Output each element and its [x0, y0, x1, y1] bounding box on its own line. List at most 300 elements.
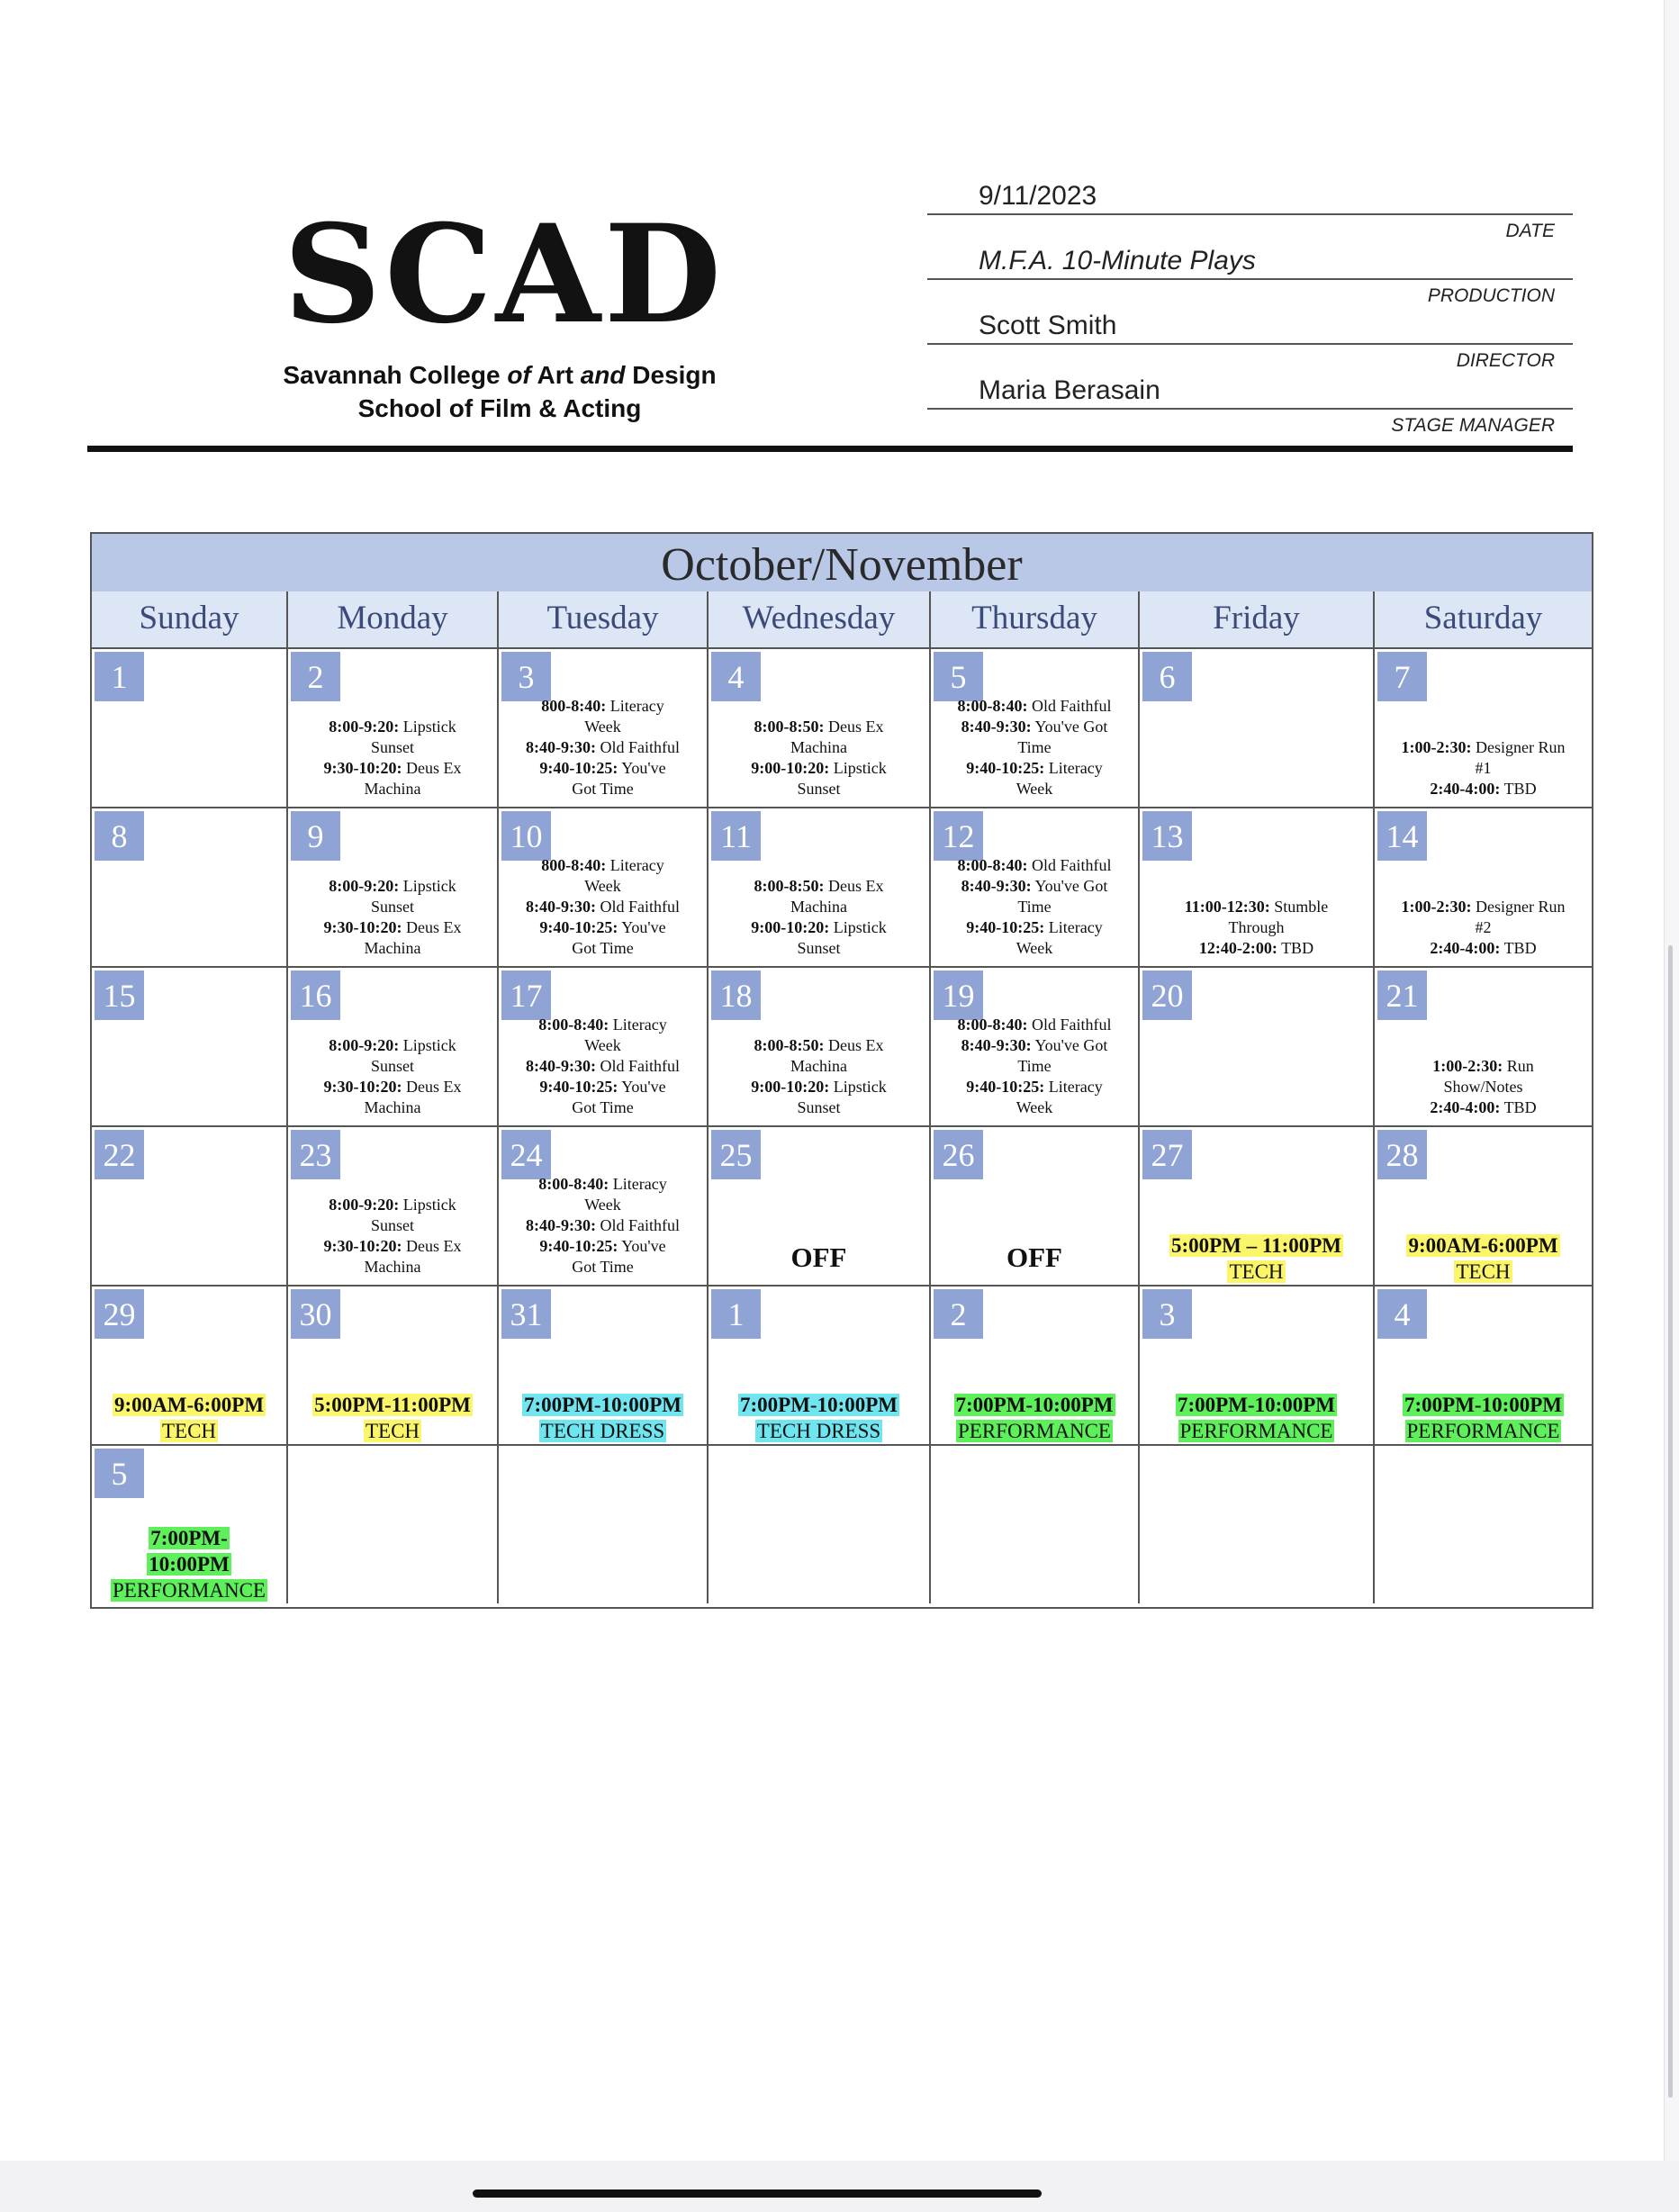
- schedule-line: [1375, 938, 1592, 959]
- schedule-text: Literacy: [609, 1016, 667, 1034]
- schedule-line: [499, 1174, 707, 1195]
- day-name-friday: Friday: [1140, 591, 1375, 649]
- highlighted-line: [499, 1418, 707, 1444]
- schedule-text: Literacy: [1044, 1078, 1103, 1096]
- schedule-text: Machina: [790, 898, 847, 916]
- schedule-text: You've Got: [1031, 718, 1108, 736]
- schedule-text: Week: [1016, 1098, 1053, 1116]
- schedule-time: 800-8:40:: [541, 856, 607, 874]
- schedule-text: Deus Ex: [402, 1078, 462, 1096]
- calendar-day-cell: [288, 649, 499, 808]
- schedule-text: Sunset: [797, 939, 841, 957]
- highlighted-line: [931, 1418, 1138, 1444]
- schedule-line: [931, 1035, 1138, 1056]
- schedule-text: Week: [1016, 939, 1053, 957]
- day-number-badge: 20: [1142, 971, 1192, 1020]
- day-number-badge: 2: [291, 652, 340, 701]
- schedule-text: Sunset: [370, 1216, 414, 1234]
- day-number-badge: 4: [1377, 1289, 1427, 1339]
- schedule-text: Sunset: [370, 898, 414, 916]
- schedule-text: Machina: [364, 1258, 421, 1276]
- calendar-day-cell: [709, 1446, 931, 1603]
- bottom-bar: [0, 2161, 1679, 2212]
- schedule-line: [499, 855, 707, 876]
- schedule-text: You've Got: [1031, 877, 1108, 895]
- schedule-time: 2:40-4:00:: [1430, 939, 1501, 957]
- schedule-time: 8:00-8:40:: [957, 697, 1028, 715]
- schedule-text: Old Faithful: [595, 1216, 680, 1234]
- schedule-time: 2:40-4:00:: [1430, 1098, 1501, 1116]
- calendar-day-cell: [288, 808, 499, 968]
- calendar-day-cell: [92, 968, 288, 1127]
- calendar-day-cell: [1375, 808, 1592, 968]
- day-number-badge: 5: [934, 652, 983, 701]
- field-underline: [927, 408, 1573, 410]
- schedule-line: [499, 1015, 707, 1035]
- schedule-time: 11:00-12:30:: [1184, 898, 1270, 916]
- schedule-time: 8:00-8:50:: [754, 877, 825, 895]
- schedule-line: [931, 1015, 1138, 1035]
- schedule-text: You've: [618, 1237, 666, 1255]
- field-underline: [927, 213, 1573, 215]
- schedule-line: [1375, 917, 1592, 938]
- schedule-line: [1140, 917, 1373, 938]
- schedule-line: [709, 1035, 929, 1056]
- schedule-text: Literacy: [1044, 918, 1103, 936]
- highlighted-line: [1375, 1392, 1592, 1418]
- event-time-label: 7:00PM-10:00PM: [740, 1394, 898, 1416]
- schedule-line: [288, 917, 497, 938]
- schedule-text: Stumble: [1269, 898, 1329, 916]
- schedule-text: Old Faithful: [595, 898, 680, 916]
- schedule-text: Old Faithful: [595, 1057, 680, 1075]
- calendar-day-cell: [1375, 1287, 1592, 1446]
- header-field-production: [927, 245, 1573, 310]
- day-number-badge: 13: [1142, 811, 1192, 861]
- schedule-time: 9:40-10:25:: [966, 918, 1045, 936]
- schedule-time: 8:40-9:30:: [526, 898, 596, 916]
- field-label: STAGE MANAGER: [1391, 415, 1555, 436]
- calendar-day-cell: [1375, 649, 1592, 808]
- schedule-line: [709, 1097, 929, 1118]
- schedule-time: 1:00-2:30:: [1401, 738, 1472, 756]
- schedule-text: Week: [584, 1196, 621, 1214]
- schedule-time: 9:00-10:20:: [751, 1078, 830, 1096]
- schedule-line: [1375, 1077, 1592, 1097]
- schedule-text: Old Faithful: [1027, 697, 1112, 715]
- schedule-line: [288, 1257, 497, 1278]
- day-name-monday: Monday: [288, 591, 499, 649]
- calendar-day-cell: [709, 1287, 931, 1446]
- schedule-text: Week: [584, 1036, 621, 1054]
- highlighted-line: [1375, 1232, 1592, 1259]
- schedule-text: Machina: [790, 1057, 847, 1075]
- schedule-line: [288, 779, 497, 799]
- highlighted-line: [931, 1392, 1138, 1418]
- day-schedule: [931, 1015, 1138, 1118]
- day-off-label: OFF: [1006, 1241, 1062, 1273]
- schedule-text: Time: [1017, 1057, 1052, 1075]
- schedule-line: [1375, 779, 1592, 799]
- calendar-day-cell: [709, 808, 931, 968]
- schedule-text: Deus Ex: [402, 918, 462, 936]
- highlighted-line: [92, 1418, 286, 1444]
- day-schedule: [709, 1392, 929, 1444]
- calendar-day-cell: [709, 1127, 931, 1287]
- schedule-line: [288, 876, 497, 897]
- day-schedule: [1375, 1232, 1592, 1285]
- schedule-text: Week: [584, 877, 621, 895]
- day-number-badge: 21: [1377, 971, 1427, 1020]
- calendar-day-cell: [1140, 968, 1375, 1127]
- schedule-text: Literacy: [606, 856, 664, 874]
- schedule-text: You've Got: [1031, 1036, 1108, 1054]
- highlighted-line: [1140, 1259, 1373, 1285]
- calendar-day-cell: [709, 968, 931, 1127]
- schedule-time: 1:00-2:30:: [1401, 898, 1472, 916]
- day-number-badge: 4: [711, 652, 761, 701]
- schedule-time: 8:00-8:50:: [754, 718, 825, 736]
- schedule-line: [499, 1056, 707, 1077]
- schedule-line: [1375, 737, 1592, 758]
- schedule-text: Sunset: [370, 1057, 414, 1075]
- schedule-text: Literacy: [606, 697, 664, 715]
- schedule-time: 8:40-9:30:: [526, 738, 596, 756]
- header-field-stage-manager: [927, 375, 1573, 439]
- school-line-2: School of Film & Acting: [357, 394, 642, 422]
- day-schedule: [1375, 897, 1592, 959]
- schedule-time: 9:40-10:25:: [539, 1237, 618, 1255]
- calendar-day-cell: [1375, 968, 1592, 1127]
- day-number-badge: 1: [711, 1289, 761, 1339]
- schedule-line: [288, 1097, 497, 1118]
- schedule-line: [499, 758, 707, 779]
- schedule-line: [499, 1215, 707, 1236]
- schedule-text: Got Time: [572, 780, 634, 798]
- schedule-line: [709, 1077, 929, 1097]
- schedule-time: 8:00-9:20:: [329, 718, 400, 736]
- calendar-day-cell: [92, 808, 288, 968]
- schedule-text: Sunset: [797, 780, 841, 798]
- event-type-label: PERFORMANCE: [1406, 1420, 1560, 1442]
- calendar-day-cell: [931, 1446, 1140, 1603]
- day-schedule: [709, 876, 929, 959]
- field-label: DIRECTOR: [1456, 350, 1555, 371]
- day-number-badge: 17: [501, 971, 551, 1020]
- calendar-day-cell: [499, 1446, 709, 1603]
- day-schedule: [1140, 1392, 1373, 1444]
- schedule-time: 8:40-9:30:: [526, 1057, 596, 1075]
- day-schedule: [92, 1525, 286, 1603]
- schedule-line: [288, 758, 497, 779]
- schedule-line: [709, 938, 929, 959]
- event-time-label: 9:00AM-6:00PM: [113, 1394, 265, 1416]
- schedule-time: 2:40-4:00:: [1430, 780, 1501, 798]
- schedule-line: [931, 717, 1138, 737]
- day-number-badge: 3: [501, 652, 551, 701]
- school-name: [261, 358, 738, 425]
- day-number-badge: 16: [291, 971, 340, 1020]
- event-type-label: TECH DRESS: [756, 1420, 881, 1442]
- day-schedule: [288, 1195, 497, 1278]
- calendar-day-cell: [92, 1287, 288, 1446]
- schedule-text: #2: [1475, 918, 1492, 936]
- event-type-label: TECH: [1229, 1260, 1284, 1283]
- schedule-line: [931, 737, 1138, 758]
- day-schedule: [931, 855, 1138, 959]
- highlighted-line: [92, 1551, 286, 1577]
- calendar: [90, 532, 1593, 1609]
- schedule-time: 8:00-8:40:: [957, 856, 1028, 874]
- schedule-text: Week: [584, 718, 621, 736]
- schedule-time: 8:00-9:20:: [329, 1196, 400, 1214]
- day-number-badge: 30: [291, 1289, 340, 1339]
- day-number-badge: 8: [95, 811, 144, 861]
- schedule-line: [931, 876, 1138, 897]
- schedule-text: Through: [1228, 918, 1285, 936]
- home-indicator[interactable]: [473, 2189, 1042, 2198]
- day-number-badge: 27: [1142, 1130, 1192, 1179]
- highlighted-line: [1140, 1392, 1373, 1418]
- day-schedule: [931, 696, 1138, 799]
- calendar-day-cell: [1140, 649, 1375, 808]
- day-schedule: [499, 1174, 707, 1278]
- schedule-line: [931, 1077, 1138, 1097]
- schedule-line: [499, 717, 707, 737]
- schedule-line: [931, 917, 1138, 938]
- schedule-line: [931, 897, 1138, 917]
- schedule-line: [288, 717, 497, 737]
- field-value: 9/11/2023: [979, 181, 1097, 211]
- highlighted-line: [1140, 1418, 1373, 1444]
- day-number-badge: 22: [95, 1130, 144, 1179]
- day-number-badge: 19: [934, 971, 983, 1020]
- highlighted-line: [1375, 1418, 1592, 1444]
- schedule-line: [499, 696, 707, 717]
- calendar-day-cell: [1375, 1127, 1592, 1287]
- schedule-line: [931, 779, 1138, 799]
- calendar-day-cell: [92, 649, 288, 808]
- day-schedule: [931, 1392, 1138, 1444]
- schedule-line: [931, 758, 1138, 779]
- schedule-line: [288, 737, 497, 758]
- event-type-label: PERFORMANCE: [1179, 1420, 1333, 1442]
- schedule-text: Machina: [790, 738, 847, 756]
- schedule-line: [499, 1097, 707, 1118]
- event-time-label: 7:00PM-10:00PM: [1178, 1394, 1335, 1416]
- day-number-badge: 18: [711, 971, 761, 1020]
- schedule-text: Got Time: [572, 939, 634, 957]
- calendar-day-cell: [1375, 1446, 1592, 1603]
- event-time-label: 5:00PM-11:00PM: [314, 1394, 471, 1416]
- schedule-text: Old Faithful: [595, 738, 680, 756]
- calendar-day-cell: [931, 808, 1140, 968]
- schedule-time: 8:40-9:30:: [961, 718, 1032, 736]
- day-number-badge: 31: [501, 1289, 551, 1339]
- schedule-text: Machina: [364, 939, 421, 957]
- event-time-label: 10:00PM: [149, 1553, 230, 1575]
- schedule-time: 8:00-8:40:: [538, 1175, 609, 1193]
- schedule-time: 8:00-9:20:: [329, 1036, 400, 1054]
- schedule-time: 9:40-10:25:: [539, 759, 618, 777]
- schedule-line: [499, 779, 707, 799]
- schedule-text: Lipstick: [399, 877, 456, 895]
- day-off-label: OFF: [790, 1241, 847, 1273]
- schedule-line: [288, 1056, 497, 1077]
- day-schedule: [1140, 1232, 1373, 1285]
- day-name-thursday: Thursday: [931, 591, 1140, 649]
- schedule-text: Literacy: [609, 1175, 667, 1193]
- schedule-time: 800-8:40:: [541, 697, 607, 715]
- schedule-time: 8:40-9:30:: [961, 877, 1032, 895]
- calendar-day-cell: [709, 649, 931, 808]
- schedule-line: [709, 737, 929, 758]
- schedule-text: Lipstick: [829, 759, 887, 777]
- schedule-text: Sunset: [370, 738, 414, 756]
- field-label: PRODUCTION: [1427, 285, 1555, 306]
- calendar-day-cell: [92, 1127, 288, 1287]
- schedule-text: Week: [1016, 780, 1053, 798]
- schedule-line: [1375, 1056, 1592, 1077]
- schedule-text: Time: [1017, 898, 1052, 916]
- calendar-day-cell: [499, 1287, 709, 1446]
- day-number-badge: 3: [1142, 1289, 1192, 1339]
- schedule-line: [709, 917, 929, 938]
- schedule-time: 9:30-10:20:: [323, 1237, 402, 1255]
- day-schedule: [288, 876, 497, 959]
- schedule-text: Lipstick: [829, 918, 887, 936]
- calendar-day-cell: [499, 808, 709, 968]
- event-type-label: TECH: [1456, 1260, 1511, 1283]
- day-schedule: [92, 1392, 286, 1444]
- schedule-line: [499, 1236, 707, 1257]
- schedule-line: [499, 1195, 707, 1215]
- calendar-day-cell: [499, 1127, 709, 1287]
- day-number-badge: 24: [501, 1130, 551, 1179]
- event-time-label: 7:00PM-10:00PM: [524, 1394, 682, 1416]
- schedule-text: Deus Ex: [824, 1036, 884, 1054]
- schedule-text: TBD: [1500, 780, 1537, 798]
- highlighted-line: [92, 1525, 286, 1551]
- schedule-text: Lipstick: [399, 718, 456, 736]
- schedule-text: Deus Ex: [402, 1237, 462, 1255]
- day-schedule: [931, 1241, 1138, 1278]
- schedule-time: 8:00-8:40:: [538, 1016, 609, 1034]
- schedule-time: 9:00-10:20:: [751, 759, 830, 777]
- highlighted-line: [499, 1392, 707, 1418]
- event-time-label: 7:00PM-10:00PM: [1404, 1394, 1562, 1416]
- schedule-time: 1:00-2:30:: [1432, 1057, 1503, 1075]
- day-schedule: [499, 696, 707, 799]
- schedule-line: [709, 876, 929, 897]
- highlighted-line: [1140, 1232, 1373, 1259]
- schedule-text: Machina: [364, 1098, 421, 1116]
- schedule-time: 12:40-2:00:: [1198, 939, 1277, 957]
- schedule-line: [1375, 758, 1592, 779]
- event-time-label: 7:00PM-: [150, 1527, 228, 1549]
- schedule-text: #1: [1475, 759, 1492, 777]
- school-line-1: Savannah College of Art and Design: [283, 361, 717, 389]
- calendar-day-cell: [92, 1446, 288, 1603]
- event-type-label: PERFORMANCE: [113, 1579, 266, 1602]
- schedule-line: [288, 1236, 497, 1257]
- schedule-text: Deus Ex: [824, 877, 884, 895]
- scrollbar-thumb[interactable]: [1668, 945, 1673, 2098]
- day-number-badge: 1: [95, 652, 144, 701]
- schedule-line: [288, 1035, 497, 1056]
- schedule-time: 9:00-10:20:: [751, 918, 830, 936]
- schedule-line: [931, 696, 1138, 717]
- schedule-text: Run: [1503, 1057, 1534, 1075]
- calendar-day-cell: [1140, 1446, 1375, 1603]
- schedule-time: 9:40-10:25:: [966, 1078, 1045, 1096]
- day-schedule: [1375, 1392, 1592, 1444]
- event-time-label: 9:00AM-6:00PM: [1408, 1234, 1558, 1257]
- calendar-day-cell: [288, 1287, 499, 1446]
- schedule-line: [499, 938, 707, 959]
- schedule-text: Old Faithful: [1027, 856, 1112, 874]
- day-schedule: [499, 1015, 707, 1118]
- schedule-line: [499, 897, 707, 917]
- schedule-line: [499, 1257, 707, 1278]
- schedule-line: [499, 917, 707, 938]
- schedule-time: 9:40-10:25:: [539, 1078, 618, 1096]
- schedule-line: [288, 938, 497, 959]
- day-name-saturday: Saturday: [1375, 591, 1592, 649]
- schedule-line: [931, 938, 1138, 959]
- schedule-time: 9:40-10:25:: [966, 759, 1045, 777]
- schedule-text: You've: [618, 759, 666, 777]
- schedule-text: Designer Run: [1471, 738, 1566, 756]
- schedule-time: 8:00-9:20:: [329, 877, 400, 895]
- schedule-text: Lipstick: [399, 1196, 456, 1214]
- field-underline: [927, 343, 1573, 345]
- schedule-text: Designer Run: [1471, 898, 1566, 916]
- schedule-text: Machina: [364, 780, 421, 798]
- schedule-line: [709, 717, 929, 737]
- day-schedule: [288, 1035, 497, 1118]
- field-label: DATE: [1505, 221, 1555, 241]
- schedule-line: [499, 737, 707, 758]
- event-type-label: TECH: [365, 1420, 420, 1442]
- day-schedule: [499, 1392, 707, 1444]
- schedule-text: Deus Ex: [402, 759, 462, 777]
- header-field-director: [927, 310, 1573, 375]
- schedule-line: [288, 1215, 497, 1236]
- header-divider: [87, 446, 1573, 452]
- highlighted-line: [709, 1392, 929, 1418]
- schedule-line: [931, 855, 1138, 876]
- day-number-badge: 5: [95, 1449, 144, 1498]
- day-number-badge: 26: [934, 1130, 983, 1179]
- day-schedule: [1375, 737, 1592, 799]
- schedule-line: [1375, 897, 1592, 917]
- schedule-time: 8:40-9:30:: [526, 1216, 596, 1234]
- highlighted-line: [288, 1418, 497, 1444]
- schedule-text: TBD: [1277, 939, 1314, 957]
- day-number-badge: 15: [95, 971, 144, 1020]
- day-number-badge: 7: [1377, 652, 1427, 701]
- day-schedule: [709, 1241, 929, 1278]
- schedule-line: [499, 1035, 707, 1056]
- schedule-time: 9:30-10:20:: [323, 918, 402, 936]
- schedule-text: You've: [618, 918, 666, 936]
- highlighted-line: [92, 1392, 286, 1418]
- schedule-text: Old Faithful: [1027, 1016, 1112, 1034]
- calendar-day-cell: [931, 1127, 1140, 1287]
- schedule-line: [709, 758, 929, 779]
- schedule-text: Got Time: [572, 1258, 634, 1276]
